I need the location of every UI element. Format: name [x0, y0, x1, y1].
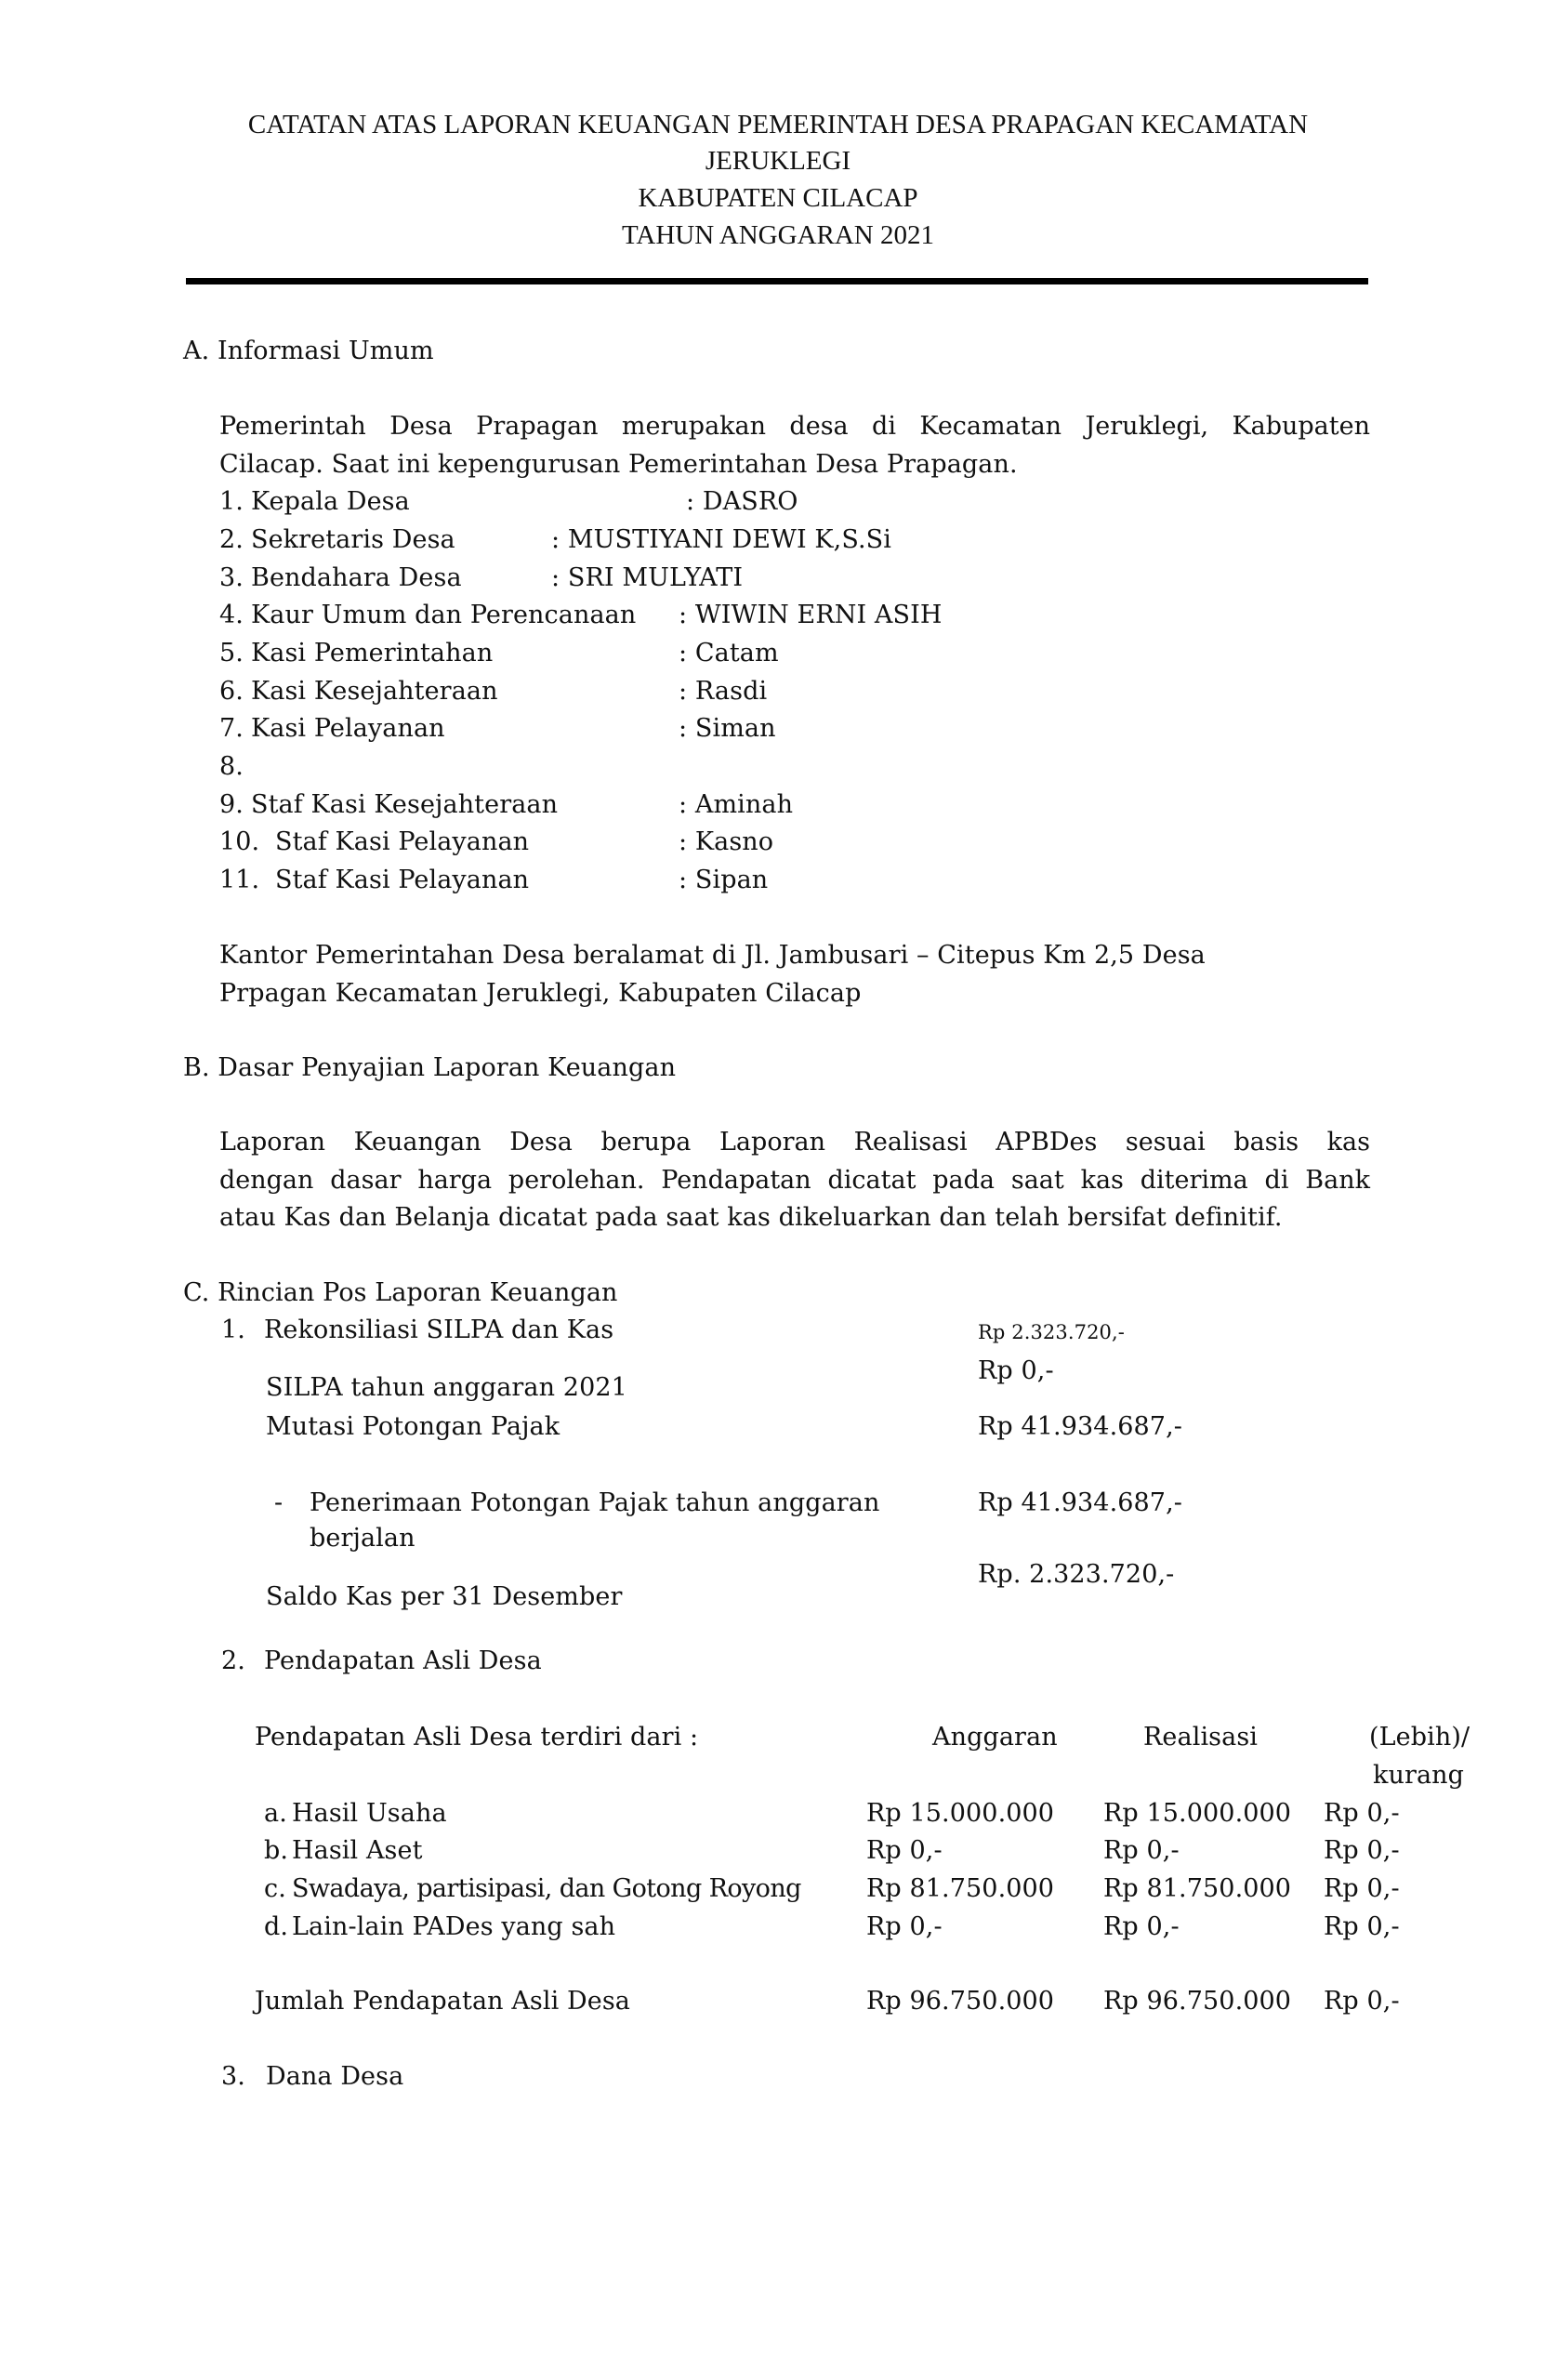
official-role: Sekretaris Desa [251, 525, 455, 554]
pad-table-header-realisasi: Realisasi [1143, 1723, 1259, 1752]
penerimaan-value: Rp 41.934.687,- [978, 1488, 1182, 1517]
doc-title-line-1: CATATAN ATAS LAPORAN KEUANGAN PEMERINTAH DESA PRAPAGAN KECAMATAN [247, 110, 1309, 139]
penerimaan-label-line-1: Penerimaan Potongan Pajak tahun anggaran [310, 1488, 880, 1517]
item1-number: 1. [221, 1316, 245, 1344]
row-anggaran: Rp 0,- [866, 1912, 943, 1941]
official-name: : WIWIN ERNI ASIH [679, 601, 943, 629]
official-name: : Kasno [679, 827, 774, 856]
section-b-line-3: atau Kas dan Belanja dicatat pada saat kas dikeluarkan dan telah bersifat definitif. [219, 1203, 1283, 1232]
item2-title: Pendapatan Asli Desa [264, 1646, 542, 1675]
official-name: : Sipan [679, 866, 769, 894]
item1-title-value: Rp 2.323.720,- [978, 1321, 1125, 1343]
total-selisih: Rp 0,- [1324, 1987, 1400, 2016]
official-number: 9. [219, 790, 244, 819]
total-anggaran: Rp 96.750.000 [866, 1987, 1055, 2016]
official-number: 7. [219, 714, 244, 743]
penerimaan-bullet: - [274, 1488, 284, 1517]
official-number: 1. [219, 487, 244, 516]
official-role: Kepala Desa [251, 487, 410, 516]
official-role: Bendahara Desa [251, 563, 462, 592]
row-selisih: Rp 0,- [1324, 1912, 1400, 1941]
row-anggaran: Rp 15.000.000 [866, 1799, 1055, 1828]
silpa-value: Rp 0,- [978, 1356, 1054, 1385]
row-realisasi: Rp 0,- [1103, 1912, 1180, 1941]
row-letter: a. [264, 1799, 287, 1828]
official-number: 8. [219, 752, 244, 781]
official-role: Kaur Umum dan Perencanaan [251, 601, 637, 629]
official-role: Kasi Pelayanan [251, 714, 445, 743]
official-number: 10. [219, 827, 260, 856]
row-selisih: Rp 0,- [1324, 1874, 1400, 1903]
official-name: : MUSTIYANI DEWI K,S.Si [551, 525, 892, 554]
section-b-heading: B. Dasar Penyajian Laporan Keuangan [183, 1053, 677, 1082]
row-label: Hasil Aset [292, 1836, 423, 1865]
silpa-label: SILPA tahun anggaran 2021 [266, 1373, 627, 1402]
row-label: Lain-lain PADes yang sah [292, 1912, 616, 1941]
item2-number: 2. [221, 1646, 245, 1675]
official-name: : SRI MULYATI [551, 563, 744, 592]
official-name: : Catam [679, 639, 779, 668]
mutasi-label: Mutasi Potongan Pajak [266, 1412, 560, 1441]
official-name: : Aminah [679, 790, 794, 819]
section-c-heading: C. Rincian Pos Laporan Keuangan [183, 1278, 618, 1307]
section-a-intro-line-1: Pemerintah Desa Prapagan merupakan desa di Kecamatan Jeruklegi, Kabupaten [219, 412, 1370, 441]
row-realisasi: Rp 0,- [1103, 1836, 1180, 1865]
total-label: Jumlah Pendapatan Asli Desa [255, 1987, 631, 2016]
doc-title-line-4: TAHUN ANGGARAN 2021 [621, 220, 934, 250]
official-name: : DASRO [686, 487, 798, 516]
row-realisasi: Rp 81.750.000 [1103, 1874, 1292, 1903]
section-a-heading: A. Informasi Umum [183, 337, 434, 365]
official-role: Kasi Kesejahteraan [251, 677, 498, 706]
official-number: 6. [219, 677, 244, 706]
row-label: Hasil Usaha [292, 1799, 447, 1828]
row-selisih: Rp 0,- [1324, 1799, 1400, 1828]
pad-table-header-selisih-2: kurang [1373, 1761, 1465, 1790]
row-anggaran: Rp 0,- [866, 1836, 943, 1865]
official-name: : Rasdi [679, 677, 768, 706]
official-role: Staf Kasi Pelayanan [275, 866, 530, 894]
address-line-2: Prpagan Kecamatan Jeruklegi, Kabupaten Cilacap [219, 979, 862, 1008]
row-letter: b. [264, 1836, 289, 1865]
section-a-intro-line-2: Cilacap. Saat ini kepengurusan Pemerintahan Desa Prapagan. [219, 450, 1018, 479]
item3-number: 3. [221, 2062, 245, 2091]
official-name: : Siman [679, 714, 776, 743]
official-number: 5. [219, 639, 244, 668]
mutasi-value: Rp 41.934.687,- [978, 1412, 1182, 1441]
row-letter: d. [264, 1912, 289, 1941]
item3-title: Dana Desa [266, 2062, 404, 2091]
official-number: 4. [219, 601, 244, 629]
row-letter: c. [264, 1874, 286, 1903]
section-b-line-2: dengan dasar harga perolehan. Pendapatan dicatat pada saat kas diterima di Bank [219, 1166, 1370, 1195]
pad-table-header-selisih: (Lebih)/ [1369, 1723, 1470, 1752]
pad-table-header-anggaran: Anggaran [932, 1723, 1058, 1752]
doc-title-line-2: JERUKLEGI [705, 146, 851, 176]
row-realisasi: Rp 15.000.000 [1103, 1799, 1292, 1828]
doc-title-line-3: KABUPATEN CILACAP [638, 183, 918, 213]
penerimaan-label-line-2: berjalan [310, 1524, 415, 1553]
row-selisih: Rp 0,- [1324, 1836, 1400, 1865]
row-anggaran: Rp 81.750.000 [866, 1874, 1055, 1903]
item1-title: Rekonsiliasi SILPA dan Kas [264, 1316, 614, 1344]
official-role: Staf Kasi Pelayanan [275, 827, 530, 856]
pad-table-header-label: Pendapatan Asli Desa terdiri dari : [255, 1723, 699, 1752]
header-divider [186, 278, 1368, 284]
official-number: 11. [219, 866, 260, 894]
official-role: Staf Kasi Kesejahteraan [251, 790, 559, 819]
section-b-line-1: Laporan Keuangan Desa berupa Laporan Realisasi APBDes sesuai basis kas [219, 1128, 1370, 1157]
official-number: 3. [219, 563, 244, 592]
saldo-value: Rp. 2.323.720,- [978, 1560, 1175, 1589]
official-number: 2. [219, 525, 244, 554]
official-role: Kasi Pemerintahan [251, 639, 494, 668]
saldo-label: Saldo Kas per 31 Desember [266, 1582, 623, 1611]
row-label: Swadaya, partisipasi, dan Gotong Royong [292, 1874, 801, 1903]
address-line-1: Kantor Pemerintahan Desa beralamat di Jl. Jambusari – Citepus Km 2,5 Desa [219, 941, 1206, 970]
total-realisasi: Rp 96.750.000 [1103, 1987, 1292, 2016]
